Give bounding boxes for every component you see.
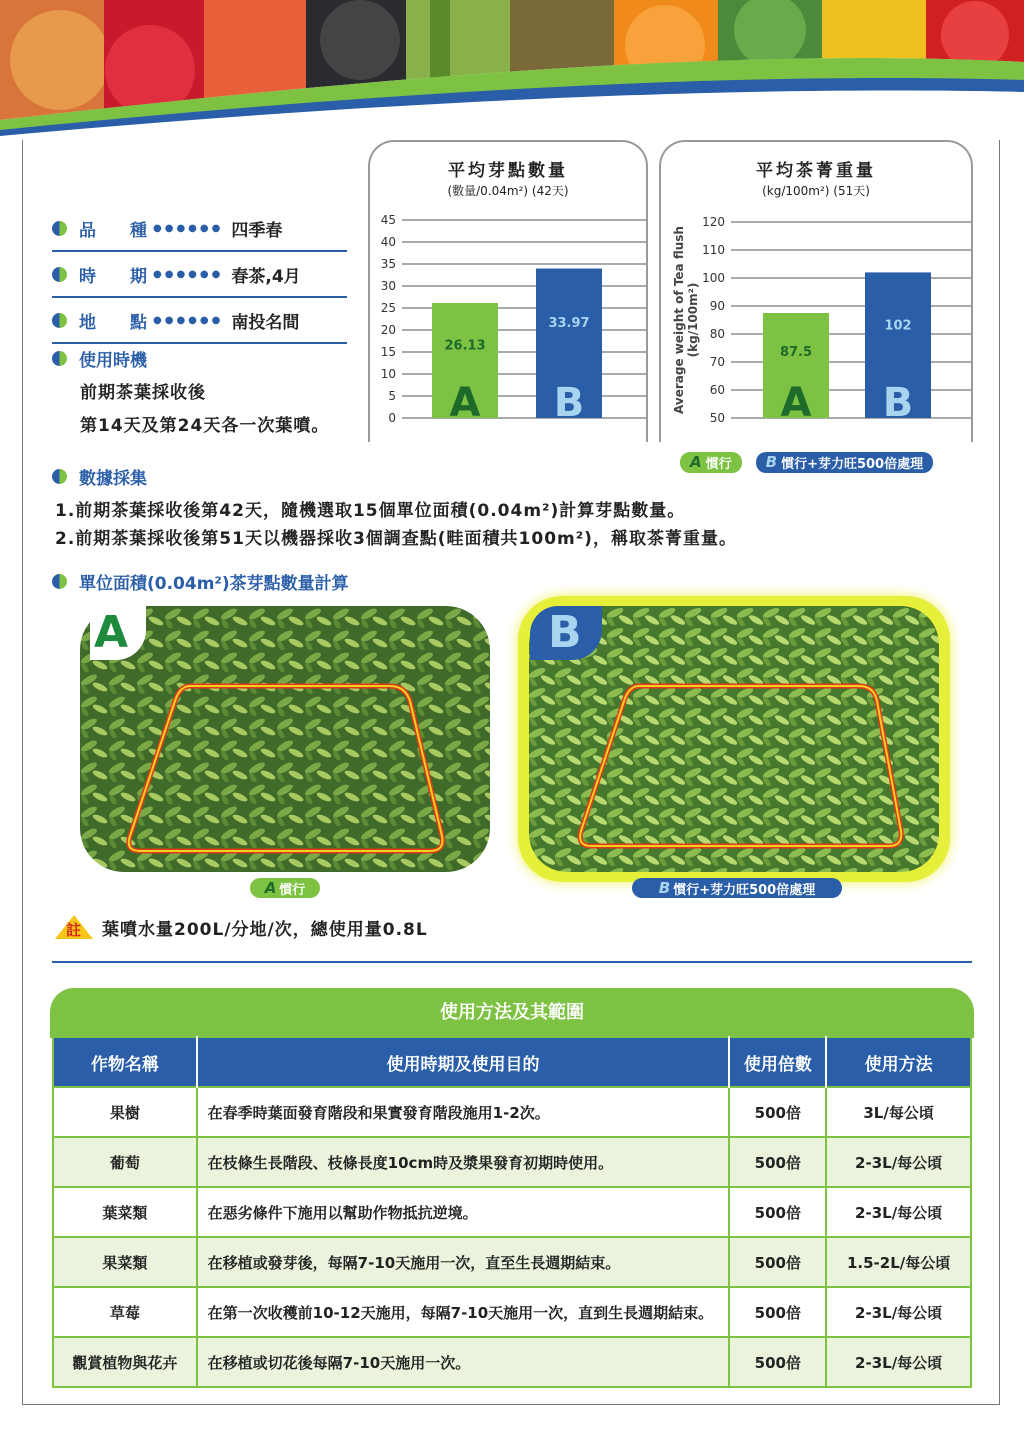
usage-table (52, 1036, 972, 1388)
legend-b (756, 452, 933, 473)
chart-plot (370, 210, 646, 440)
y-tick-label: 60 (709, 383, 725, 397)
timing-label: 使用時機 (79, 350, 147, 371)
note-badge: 註 (66, 920, 83, 939)
chart-legend (672, 452, 933, 472)
y-tick-label: 80 (709, 327, 725, 341)
column-header: 使用方法 (826, 1037, 971, 1087)
y-tick-label: 10 (380, 367, 396, 381)
data-label: 102 (884, 318, 912, 334)
dilution-cell: 500倍 (729, 1337, 826, 1387)
caption-text: 慣行 (279, 882, 306, 898)
y-tick-label: 0 (388, 411, 396, 425)
purpose-cell: 在枝條生長階段、枝條長度10cm時及漿果發育初期時使用。 (197, 1137, 730, 1187)
data-label: 87.5 (779, 344, 813, 360)
note-text: 葉噴水量200L/分地/次，總使用量0.8L (102, 920, 428, 940)
category-label: B (882, 380, 914, 426)
caption-text: 慣行+芽力旺500倍處理 (673, 882, 816, 898)
timing-line: 第14天及第24天各一次葉噴。 (80, 416, 330, 436)
method-cell: 3L/每公頃 (826, 1087, 971, 1137)
data-label: 26.13 (444, 338, 486, 354)
dilution-cell: 500倍 (729, 1187, 826, 1237)
y-tick-label: 15 (380, 345, 396, 359)
timing-line: 前期茶葉採收後 (80, 383, 206, 403)
purpose-cell: 在惡劣條件下施用以幫助作物抵抗逆境。 (197, 1187, 730, 1237)
table-header-row (53, 1037, 971, 1087)
info-label: 地 點 (79, 312, 147, 333)
legend-a-letter: A (690, 453, 702, 471)
produce-banner (0, 0, 1024, 140)
table-row (53, 1087, 971, 1137)
purpose-cell: 在移植或切花後每隔7-10天施用一次。 (197, 1337, 730, 1387)
purpose-cell: 在第一次收穫前10-12天施用，每隔7-10天施用一次，直到生長週期結束。 (197, 1287, 730, 1337)
divider (52, 961, 972, 963)
legend-b-letter: B (765, 453, 778, 471)
y-tick-label: 25 (380, 301, 396, 315)
trial-info (52, 206, 347, 344)
column-header: 使用時期及使用目的 (197, 1037, 730, 1087)
y-tick-label: 5 (388, 389, 396, 403)
bullet-icon (52, 574, 67, 589)
crop-cell: 葉菜類 (53, 1187, 197, 1237)
y-tick-label: 30 (380, 279, 396, 293)
y-axis-label: Average weight of Tea flush (672, 226, 686, 414)
method-cell: 1.5-2L/每公頃 (826, 1237, 971, 1287)
bullet-icon (52, 469, 67, 484)
crop-cell: 草莓 (53, 1287, 197, 1337)
info-value: 南投名間 (231, 312, 300, 333)
photo-a-label: A (90, 606, 146, 660)
photo-heading (52, 569, 349, 594)
warning-icon (54, 916, 94, 940)
chart-flush-weight (659, 140, 973, 442)
tea-leaves-image (80, 606, 490, 872)
photo-a-caption (250, 878, 320, 898)
dilution-cell: 500倍 (729, 1087, 826, 1137)
y-tick-label: 120 (702, 215, 725, 229)
crop-cell: 觀賞植物與花卉 (53, 1337, 197, 1387)
chart-title: 平均芽點數量 (448, 161, 568, 181)
chart-title: 平均茶菁重量 (756, 161, 876, 181)
y-tick-label: 50 (709, 411, 725, 425)
bullet-icon (52, 267, 67, 282)
table-row (53, 1137, 971, 1187)
usage-timing (52, 346, 329, 436)
dilution-cell: 500倍 (729, 1287, 826, 1337)
bullet-icon (52, 351, 67, 366)
y-tick-label: 110 (702, 243, 725, 257)
caption-letter: B (658, 879, 671, 897)
method-cell: 2-3L/每公頃 (826, 1187, 971, 1237)
method-cell: 2-3L/每公頃 (826, 1287, 971, 1337)
table-row (53, 1287, 971, 1337)
data-label: 33.97 (548, 315, 590, 331)
chart-subtitle: (kg/100m²) (51天) (762, 184, 870, 198)
caption-letter: A (264, 879, 277, 897)
crop-cell: 葡萄 (53, 1137, 197, 1187)
info-period (52, 252, 347, 298)
legend-a-text: 慣行 (705, 456, 732, 472)
table-row (53, 1237, 971, 1287)
dotted-leader-icon: ●●●●●● (153, 268, 224, 280)
y-tick-label: 90 (709, 299, 725, 313)
y-tick-label: 70 (709, 355, 725, 369)
y-tick-label: 100 (702, 271, 725, 285)
info-label: 時 期 (79, 266, 147, 287)
column-header: 作物名稱 (53, 1037, 197, 1087)
column-header: 使用倍數 (729, 1037, 826, 1087)
category-label: A (780, 380, 812, 426)
purpose-cell: 在春季時葉面發育階段和果實發育階段施用1-2次。 (197, 1087, 730, 1137)
photo-b-caption (632, 878, 842, 898)
crop-cell: 果菜類 (53, 1237, 197, 1287)
info-label: 品 種 (79, 220, 147, 241)
data-collection-item: 2.前期茶葉採收後第51天以機器採收3個調查點(畦面積共100m²)，稱取茶菁重量。 (55, 529, 737, 549)
dilution-cell: 500倍 (729, 1237, 826, 1287)
purpose-cell: 在移植或發芽後，每隔7-10天施用一次，直至生長週期結束。 (197, 1237, 730, 1287)
table-row (53, 1337, 971, 1387)
y-axis-unit-label: (kg/100m²) (686, 282, 700, 358)
dilution-cell: 500倍 (729, 1137, 826, 1187)
data-collection-item: 1.前期茶葉採收後第42天，隨機選取15個單位面積(0.04m²)計算芽點數量。 (55, 501, 686, 521)
section-title: 單位面積(0.04m²)茶芽點數量計算 (79, 574, 349, 594)
legend-a (680, 452, 742, 473)
bullet-icon (52, 313, 67, 328)
legend-b-text: 慣行+芽力旺500倍處理 (781, 456, 924, 472)
category-label: A (449, 380, 481, 426)
usage-table-section (50, 988, 974, 1372)
chart-plot (661, 210, 971, 440)
method-cell: 2-3L/每公頃 (826, 1137, 971, 1187)
data-collection-heading (52, 464, 147, 489)
chart-subtitle: (數量/0.04m²) (42天) (447, 184, 569, 198)
info-location (52, 298, 347, 344)
dotted-leader-icon: ●●●●●● (153, 222, 224, 234)
dotted-leader-icon: ●●●●●● (153, 314, 224, 326)
photo-b-label: B (530, 606, 602, 660)
crop-cell: 果樹 (53, 1087, 197, 1137)
dosage-note (54, 915, 428, 940)
category-label: B (553, 380, 585, 426)
y-tick-label: 20 (380, 323, 396, 337)
chart-bud-count (368, 140, 648, 442)
usage-table-title: 使用方法及其範圍 (50, 988, 974, 1038)
bullet-icon (52, 221, 67, 236)
info-value: 春茶,4月 (231, 266, 301, 287)
photo-a (80, 606, 490, 872)
info-variety (52, 206, 347, 252)
table-row (53, 1187, 971, 1237)
y-tick-label: 40 (380, 235, 396, 249)
y-tick-label: 35 (380, 257, 396, 271)
section-title: 數據採集 (79, 469, 147, 489)
info-value: 四季春 (231, 220, 283, 241)
method-cell: 2-3L/每公頃 (826, 1337, 971, 1387)
y-tick-label: 45 (380, 213, 396, 227)
